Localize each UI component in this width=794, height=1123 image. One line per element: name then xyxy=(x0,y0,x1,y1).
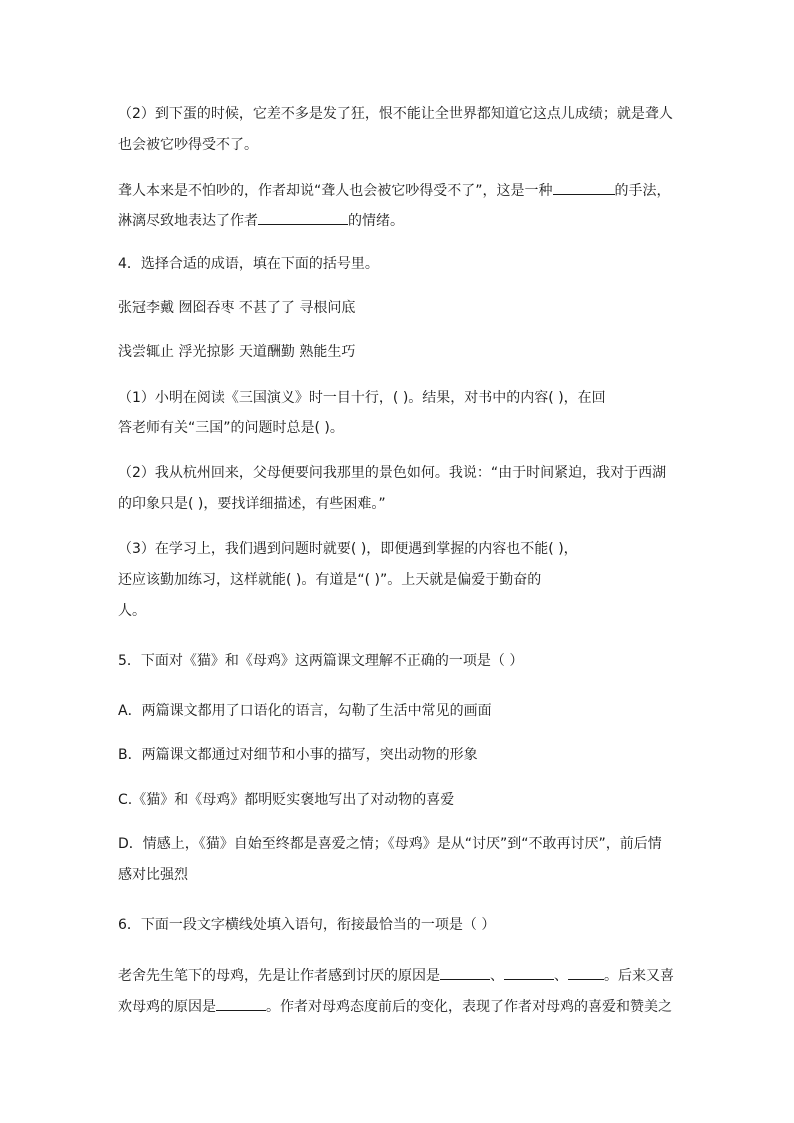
q6-text-b: 。后来又喜 xyxy=(604,968,674,984)
q5-option-b: B．两篇课文都通过对细节和小事的描写，突出动物的形象 xyxy=(118,747,478,763)
q4-idioms-row2: 浅尝辄止 浮光掠影 天道酬勤 熟能生巧 xyxy=(118,344,356,360)
q5-title: 5．下面对《猫》和《母鸡》这两篇课文理解不正确的一项是（ ） xyxy=(118,653,524,669)
q6-separator: 、 xyxy=(554,968,568,984)
q4-item2-line1: （2）我从杭州回来，父母便要问我那里的景色如何。我说：“由于时间紧迫，我对于西湖 xyxy=(118,465,667,481)
fill-blank[interactable] xyxy=(440,965,490,980)
q4-item3-line2: 还应该勤加练习，这样就能( )。有道是“( )”。上天就是偏爱于勤奋的 xyxy=(118,572,542,588)
q3-item2-line1: （2）到下蛋的时候，它差不多是发了狂，恨不能让全世界都知道它这点儿成绩；就是聋人 xyxy=(118,106,673,122)
q6-text-line2 xyxy=(118,996,672,1017)
q6-text-d: 。作者对母鸡态度前后的变化，表现了作者对母鸡的喜爱和赞美之 xyxy=(266,999,672,1015)
q3-analysis-line2 xyxy=(118,210,404,231)
q4-title: 4．选择合适的成语，填在下面的括号里。 xyxy=(118,256,379,272)
fill-blank[interactable] xyxy=(258,210,348,225)
q4-item3-line3: 人。 xyxy=(118,603,146,619)
q4-item1-line1: （1）小明在阅读《三国演义》时一目十行，( )。结果，对书中的内容( )，在回 xyxy=(118,390,606,406)
q4-idioms-row1: 张冠李戴 囫囵吞枣 不甚了了 寻根问底 xyxy=(118,300,356,316)
q3-analysis-text-d: 的情绪。 xyxy=(348,213,404,229)
q5-option-c: C.《猫》和《母鸡》都明贬实褒地写出了对动物的喜爱 xyxy=(118,792,455,808)
q3-analysis-text-c: 淋漓尽致地表达了作者 xyxy=(118,213,258,229)
q3-analysis-text-b: 的手法， xyxy=(614,183,671,199)
q3-analysis-text-a: 聋人本来是不怕吵的，作者却说“聋人也会被它吵得受不了”，这是一种 xyxy=(118,183,553,199)
q5-option-d-line1: D．情感上，《猫》自始至终都是喜爱之情；《母鸡》是从“讨厌”到“不敢再讨厌”，前后情 xyxy=(118,836,662,852)
q6-title: 6．下面一段文字横线处填入语句，衔接最恰当的一项是（ ） xyxy=(118,917,496,933)
q5-option-a: A．两篇课文都用了口语化的语言，勾勒了生活中常见的画面 xyxy=(118,703,492,719)
q3-item2-line2: 也会被它吵得受不了。 xyxy=(118,137,258,153)
q4-item3-line1: （3）在学习上，我们遇到问题时就要( )，即便遇到掌握的内容也不能( )， xyxy=(118,541,578,557)
q6-text-a: 老舍先生笔下的母鸡，先是让作者感到讨厌的原因是 xyxy=(118,968,440,984)
q4-item1-line2: 答老师有关“三国”的问题时总是( )。 xyxy=(118,420,344,436)
q6-separator: 、 xyxy=(490,968,504,984)
fill-blank[interactable] xyxy=(568,965,604,980)
fill-blank[interactable] xyxy=(216,996,266,1011)
q4-item2-line2: 的印象只是( )，要找详细描述，有些困难。” xyxy=(118,496,386,512)
q3-analysis-line1 xyxy=(118,180,671,201)
q5-option-d-line2: 感对比强烈 xyxy=(118,867,188,883)
fill-blank[interactable] xyxy=(553,180,615,195)
fill-blank[interactable] xyxy=(504,965,554,980)
q6-text-c: 欢母鸡的原因是 xyxy=(118,999,216,1015)
q6-text-line1 xyxy=(118,965,674,986)
